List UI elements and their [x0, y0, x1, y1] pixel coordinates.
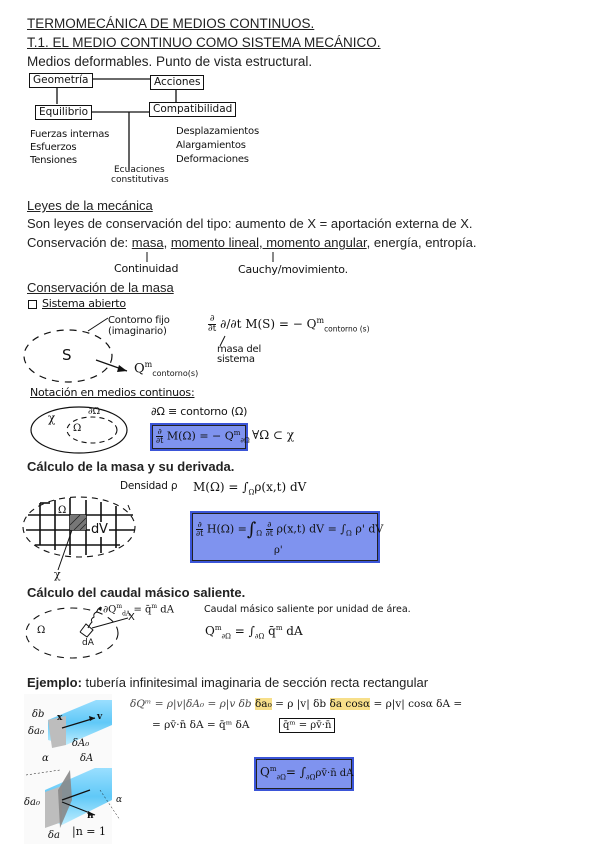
box-equilibrio: Equilibrio [35, 105, 92, 120]
superscript: m [144, 360, 153, 369]
flux-derivation-line2: = ρv̄·n̄ δA = q̄ᵐ δA [152, 719, 250, 731]
equation-text: dA [282, 624, 303, 638]
chi-label: χ [54, 568, 61, 581]
text: , energía, entropía. [366, 235, 477, 250]
rho-prime-label: ρ' [274, 545, 283, 556]
note-continuidad: Continuidad [114, 262, 179, 275]
superscript: m [214, 624, 222, 632]
fig-label-da: δa [48, 830, 60, 841]
leyes-heading: Leyes de la mecánica [27, 198, 153, 213]
conservacion-heading: Conservación de la masa [27, 280, 174, 295]
note-cauchy: Cauchy/movimiento. [238, 263, 348, 276]
subscript: ∂Ω [240, 436, 250, 445]
fig-label-alpha2: α [116, 795, 123, 805]
q-symbol: Q [134, 361, 145, 377]
list-item: Deformaciones [176, 154, 249, 165]
masa-term: masa [131, 235, 164, 250]
equation-text: ∂Q [103, 604, 117, 616]
fig-label-v: v [97, 712, 103, 722]
q-definition-box: q̄ᵐ = ρv̄·n̄ [279, 718, 335, 733]
list-item: Tensiones [30, 155, 77, 166]
equation-text: = ∫ [327, 522, 347, 536]
subscript: ∂Ω [306, 773, 316, 782]
omega-label: Ω [58, 505, 67, 516]
list-item: Desplazamientos [176, 126, 259, 137]
notacion-heading: Notación en medios continuos: [30, 386, 195, 399]
subscript: Ω [248, 488, 255, 497]
subscript: contorno(s) [152, 368, 199, 378]
fig-label-db: δb [32, 709, 45, 720]
forall-condition: ∀Ω ⊂ χ [252, 428, 295, 442]
section-title-text: T.1. EL MEDIO CONTINUO COMO SISTEMA MECÁNICO. [27, 35, 381, 50]
densidad-label: Densidad ρ [120, 480, 178, 492]
label-line: Ecuaciones [114, 165, 165, 175]
list-item: Alargamientos [176, 140, 246, 151]
text: , [163, 235, 171, 250]
equation-text: = ∫ [285, 765, 307, 779]
list-item: Esfuerzos [30, 142, 77, 153]
equation-text: ρv̄·n̄ dA [315, 768, 354, 779]
x-label: X [128, 612, 135, 623]
fig-label-dA0: δA₀ [72, 738, 90, 749]
momentos-term: momento lineal, momento angular [170, 235, 367, 250]
intro-text: Medios deformables. Punto de vista estructural. [27, 54, 313, 69]
fig-label-alpha: α [42, 753, 49, 764]
notation-equation: ∂ ∂t M(Ω) = − $Q^m_{\partial\Omega}$ [156, 427, 250, 445]
equation-text: dA [157, 604, 174, 616]
system-mass-equation: ∂ ∂t ∂/∂t M(S) = − $Q^m_{contorno (s)}$ [208, 314, 370, 334]
equation-text: ρ' dV [355, 522, 384, 536]
fig-label-n: n [87, 811, 94, 821]
omega-label: Ω [73, 423, 82, 434]
highlighted-term: δa₀ [254, 698, 272, 710]
fig-label-da0: δa₀ [28, 726, 44, 737]
omega-label: Ω [37, 625, 46, 636]
text: Conservación de: [27, 235, 132, 250]
label-line: constitutivas [111, 175, 169, 185]
superscript: m [151, 603, 158, 610]
subscript: ∂Ω [221, 632, 231, 641]
s-label: S [62, 346, 72, 364]
q-symbol: Q [260, 765, 270, 779]
ejemplo-text: tubería infinitesimal imaginaria de sección recta rectangular [81, 675, 429, 690]
chi-label: χ [48, 411, 56, 425]
subscript: ∂Ω [254, 632, 265, 641]
superscript: m [269, 765, 277, 773]
caudal-description: Caudal másico saliente por unidad de área. [204, 604, 411, 615]
flux-derivation-line1 [130, 698, 462, 710]
fig-label-x: x [57, 713, 63, 723]
superscript: m [233, 428, 241, 437]
label-line: sistema [217, 354, 255, 365]
superscript: m [116, 603, 123, 610]
equation-text: = ∫ [234, 624, 255, 638]
box-compatibilidad: Compatibilidad [149, 102, 236, 117]
subscript: Ω [256, 529, 263, 538]
ejemplo-label: Ejemplo: [27, 675, 82, 690]
list-item: Fuerzas internas [30, 129, 110, 140]
da-label: dA [82, 638, 94, 648]
caudal-heading: Cálculo del caudal másico saliente. [27, 585, 246, 600]
equation-text: = ρ |v| δb [275, 698, 327, 710]
page-title: TERMOMECÁNICA DE MEDIOS CONTINUOS. [27, 16, 315, 31]
superscript: m [316, 316, 325, 325]
checkbox-label: Sistema abierto [42, 297, 126, 310]
label-line: (imaginario) [108, 326, 167, 337]
fig-label-n-norm: |n = 1 [72, 825, 106, 838]
equation-text: = ρ|v| cosα δA = [373, 698, 463, 710]
equation-text: ρ(x,t) dV [276, 522, 325, 536]
equation-text: = q̄ [133, 604, 152, 616]
final-flux-equation [260, 765, 353, 781]
equation-text: q̄ [268, 624, 276, 638]
equation-text: M(Ω) = ∫ [193, 480, 249, 494]
highlighted-term: δa cosα [329, 698, 371, 710]
subscript: Ω [346, 529, 352, 538]
subscript: dA [122, 610, 131, 618]
fig-label-da0-bottom: δa₀ [24, 797, 40, 808]
subscript: ∂Ω [276, 773, 286, 782]
final-flux-box [254, 757, 354, 791]
box-geometria: Geometría [29, 73, 93, 88]
d-omega-label: ∂Ω [88, 407, 101, 417]
equation-text: M(Ω) = − Q [166, 429, 234, 443]
contorno-definition: ∂Ω ≡ contorno (Ω) [151, 405, 248, 418]
equation-text: ρ(x,t) dV [254, 480, 307, 494]
integral-sign: ∫ [246, 519, 257, 540]
superscript: m [275, 624, 283, 632]
equation-text: δQᵐ = ρ|v|δA₀ = ρ|v δb [130, 698, 252, 710]
q-symbol: Q [205, 624, 215, 638]
mass-derivative-equation: ∂ ∂t $H(\Omega) =\int_\Omega$ ∂ ∂t ρ(x,t) dV = $\int_\Omega$ ρ' dV [196, 519, 384, 540]
label-line: masa del [217, 344, 262, 355]
equation-text: H(Ω) = [206, 522, 247, 536]
leyes-line1: Son leyes de conservación del tipo: aumento de X = aportación externa de X. [27, 216, 473, 231]
fig-label-dA: δA [80, 753, 94, 764]
box-acciones: Acciones [150, 75, 204, 90]
subscript: contorno (s) [324, 324, 370, 334]
label-line: Contorno fijo [108, 315, 170, 326]
calculo-masa-heading: Cálculo de la masa y su derivada. [27, 459, 235, 474]
dv-label: dV [91, 522, 108, 537]
equation-text: ∂/∂t M(S) = − Q [220, 317, 317, 331]
